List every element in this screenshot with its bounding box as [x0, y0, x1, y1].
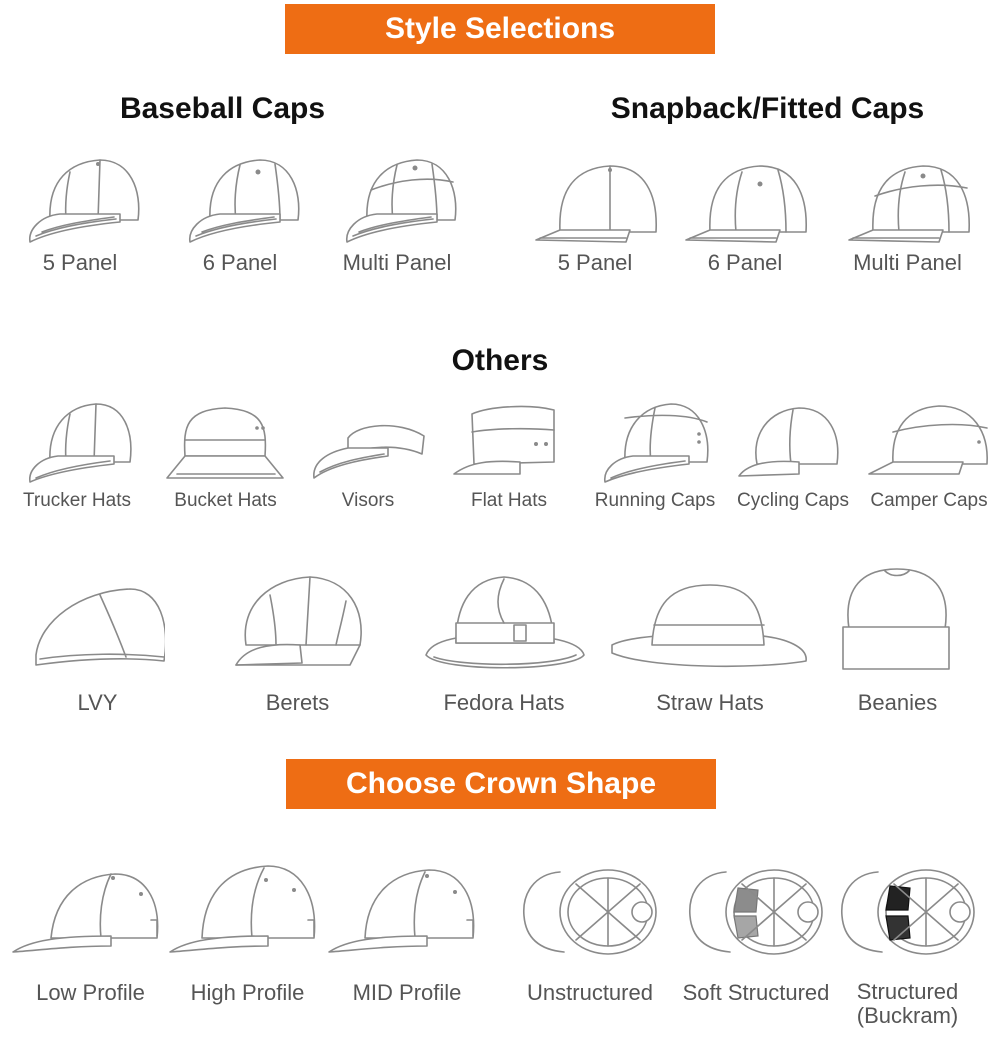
- baseball-cap-5-panel-icon: [20, 150, 140, 250]
- baseball-cap-multi-panel-option[interactable]: [337, 150, 457, 276]
- snapback-6-panel-label: 6 Panel: [707, 250, 783, 275]
- baseball-cap-6-panel-label: 6 Panel: [202, 250, 278, 275]
- lvy-option[interactable]: [30, 565, 165, 716]
- snapback-multi-panel-icon: [843, 150, 973, 250]
- soft-structured-label: Soft Structured: [682, 980, 830, 1005]
- beanie-icon: [835, 565, 960, 690]
- snapback-6-panel-icon: [680, 150, 810, 250]
- baseball-cap-6-panel-icon: [180, 150, 300, 250]
- flat-hats-option[interactable]: [450, 398, 568, 512]
- running-caps-label: Running Caps: [594, 490, 716, 511]
- unstructured-option[interactable]: [515, 860, 665, 1006]
- trucker-hats-label: Trucker Hats: [22, 490, 132, 511]
- baseball-caps-heading: Baseball Caps: [119, 92, 326, 125]
- beanies-option[interactable]: [835, 565, 960, 716]
- mid-profile-label: MID Profile: [352, 980, 462, 1005]
- camper-cap-icon: [867, 398, 992, 490]
- snapback-5-panel-label: 5 Panel: [557, 250, 633, 275]
- choose-crown-shape-banner: Choose Crown Shape: [286, 759, 716, 809]
- baseball-cap-multi-panel-icon: [337, 150, 457, 250]
- snapback-multi-panel-option[interactable]: [835, 150, 980, 276]
- ivy-cap-icon: [30, 565, 165, 690]
- baseball-cap-5-panel-option[interactable]: [20, 150, 140, 276]
- beret-icon: [230, 565, 365, 690]
- straw-hats-label: Straw Hats: [656, 690, 764, 715]
- snapback-multi-panel-label: Multi Panel: [853, 250, 962, 275]
- visors-label: Visors: [341, 490, 395, 511]
- fedora-hat-icon: [422, 565, 587, 690]
- cycling-caps-label: Cycling Caps: [737, 490, 849, 511]
- snapback-5-panel-option[interactable]: [530, 150, 660, 276]
- baseball-cap-5-panel-label: 5 Panel: [42, 250, 118, 275]
- unstructured-crown-icon: [520, 860, 660, 980]
- high-profile-cap-icon: [168, 860, 328, 980]
- fedora-hats-option[interactable]: [420, 565, 588, 716]
- others-heading: Others: [451, 344, 549, 377]
- lvy-label: LVY: [77, 690, 118, 715]
- high-profile-label: High Profile: [190, 980, 305, 1005]
- straw-hats-option[interactable]: [610, 565, 810, 716]
- unstructured-label: Unstructured: [527, 980, 653, 1005]
- beanies-label: Beanies: [857, 690, 938, 715]
- snapback-5-panel-icon: [530, 150, 660, 250]
- baseball-cap-6-panel-option[interactable]: [180, 150, 300, 276]
- visors-option[interactable]: [308, 398, 428, 512]
- low-profile-cap-icon: [11, 860, 171, 980]
- style-selections-banner: Style Selections: [285, 4, 715, 54]
- straw-hat-icon: [610, 565, 810, 690]
- camper-caps-label: Camper Caps: [870, 490, 988, 511]
- running-caps-option[interactable]: [594, 398, 716, 512]
- trucker-hats-option[interactable]: [18, 398, 136, 512]
- camper-caps-option[interactable]: [865, 398, 993, 512]
- bucket-hats-label: Bucket Hats: [174, 490, 277, 511]
- mid-profile-cap-icon: [327, 860, 487, 980]
- low-profile-label: Low Profile: [36, 980, 145, 1005]
- structured-buckram-option[interactable]: [830, 860, 985, 1028]
- berets-label: Berets: [265, 690, 330, 715]
- cycling-cap-icon: [733, 398, 853, 490]
- soft-structured-option[interactable]: [676, 860, 836, 1006]
- flat-hat-icon: [450, 398, 568, 490]
- visor-icon: [308, 398, 428, 490]
- mid-profile-option[interactable]: [322, 860, 492, 1006]
- cycling-caps-option[interactable]: [733, 398, 853, 512]
- flat-hats-label: Flat Hats: [470, 490, 548, 511]
- baseball-cap-multi-panel-label: Multi Panel: [342, 250, 452, 275]
- structured-buckram-crown-icon: [838, 860, 978, 980]
- bucket-hats-option[interactable]: [163, 398, 288, 512]
- berets-option[interactable]: [230, 565, 365, 716]
- snapback-6-panel-option[interactable]: [680, 150, 810, 276]
- structured-buckram-label: Structured (Buckram): [856, 979, 959, 1028]
- soft-structured-crown-icon: [686, 860, 826, 980]
- snapback-fitted-caps-heading: Snapback/Fitted Caps: [610, 92, 925, 125]
- low-profile-option[interactable]: [8, 860, 173, 1006]
- high-profile-option[interactable]: [165, 860, 330, 1006]
- bucket-hat-icon: [163, 398, 288, 490]
- trucker-hat-icon: [22, 398, 132, 490]
- running-cap-icon: [595, 398, 715, 490]
- fedora-hats-label: Fedora Hats: [443, 690, 565, 715]
